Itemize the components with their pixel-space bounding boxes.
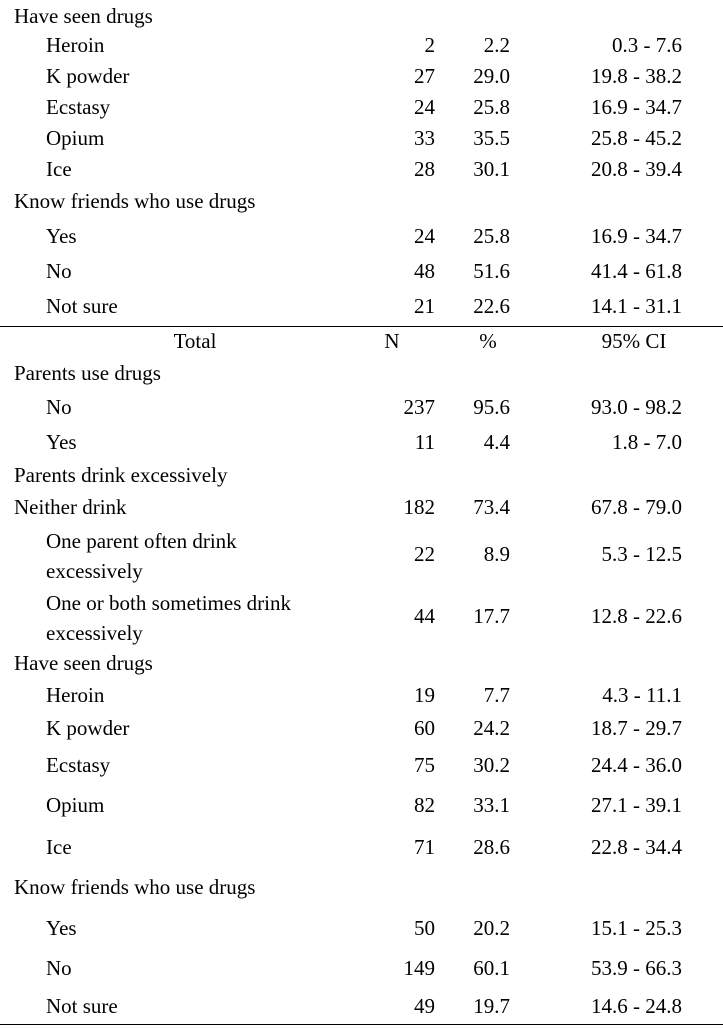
percent-value: 2.2 [483,33,510,57]
percent-value: 33.1 [473,793,510,817]
row-label: Yes [46,430,77,454]
n-value: 71 [414,835,435,859]
n-value: 27 [414,64,435,88]
percent-value: 20.2 [473,916,510,940]
ci-column-header: 95% CI [601,329,667,353]
n-value: 50 [414,916,435,940]
n-value: 82 [414,793,435,817]
percent-value: 8.9 [483,542,510,566]
ci-value: 15.1 - 25.3 [591,916,682,940]
ci-value: 24.4 - 36.0 [591,753,682,777]
ci-value: 19.8 - 38.2 [591,64,682,88]
group-label: Have seen drugs [14,4,153,28]
percent-value: 35.5 [473,126,510,150]
percent-value: 4.4 [483,430,510,454]
row-label: Ice [46,835,72,859]
row-label: No [46,956,72,980]
n-value: 182 [403,495,435,519]
ci-value: 14.6 - 24.8 [591,994,682,1018]
row-label: Ice [46,157,72,181]
group-label: Parents drink excessively [14,463,228,487]
n-value: 44 [414,604,435,628]
percent-value: 25.8 [473,224,510,248]
ci-value: 22.8 - 34.4 [591,835,682,859]
ci-value: 12.8 - 22.6 [591,604,682,628]
row-label: Not sure [46,294,118,318]
n-value: 60 [414,716,435,740]
ci-value: 27.1 - 39.1 [591,793,682,817]
total-header: Total [173,329,217,353]
row-label: Neither drink [14,495,127,519]
ci-value: 93.0 - 98.2 [591,395,682,419]
row-label: Ecstasy [46,753,111,777]
ci-value: 41.4 - 61.8 [591,259,682,283]
row-label: No [46,395,72,419]
ci-value: 67.8 - 79.0 [591,495,682,519]
row-label: K powder [46,64,130,88]
percent-value: 95.6 [473,395,510,419]
ci-value: 53.9 - 66.3 [591,956,682,980]
group-label: Know friends who use drugs [14,189,256,213]
percent-value: 29.0 [473,64,510,88]
row-label: One or both sometimes drink excessively [46,591,291,645]
n-value: 2 [424,33,435,57]
percent-value: 30.1 [473,157,510,181]
percent-value: 30.2 [473,753,510,777]
row-label: Heroin [46,683,105,707]
n-value: 24 [414,95,435,119]
group-label: Know friends who use drugs [14,875,256,899]
row-label: Not sure [46,994,118,1018]
percent-value: 22.6 [473,294,510,318]
percent-value: 60.1 [473,956,510,980]
ci-value: 4.3 - 11.1 [602,683,682,707]
section-divider [0,326,723,327]
n-value: 48 [414,259,435,283]
percent-value: 51.6 [473,259,510,283]
percent-value: 73.4 [473,495,510,519]
percent-value: 24.2 [473,716,510,740]
row-label: No [46,259,72,283]
ci-value: 1.8 - 7.0 [612,430,682,454]
row-label: Yes [46,916,77,940]
n-value: 237 [403,395,435,419]
percent-value: 25.8 [473,95,510,119]
row-label: One parent often drink excessively [46,529,237,583]
n-value: 24 [414,224,435,248]
ci-value: 14.1 - 31.1 [591,294,682,318]
row-label: Ecstasy [46,95,111,119]
n-value: 22 [414,542,435,566]
n-value: 75 [414,753,435,777]
percent-column-header: % [479,329,497,353]
row-label: Heroin [46,33,105,57]
percent-value: 19.7 [473,994,510,1018]
ci-value: 18.7 - 29.7 [591,716,682,740]
table-bottom-rule [0,1024,723,1025]
n-column-header: N [384,329,400,353]
n-value: 33 [414,126,435,150]
ci-value: 0.3 - 7.6 [612,33,682,57]
ci-value: 20.8 - 39.4 [591,157,682,181]
percent-value: 28.6 [473,835,510,859]
ci-value: 5.3 - 12.5 [601,542,682,566]
percent-value: 7.7 [483,683,510,707]
row-label: K powder [46,716,130,740]
row-label: Yes [46,224,77,248]
n-value: 19 [414,683,435,707]
ci-value: 16.9 - 34.7 [591,224,682,248]
row-label: Opium [46,126,105,150]
ci-value: 16.9 - 34.7 [591,95,682,119]
n-value: 11 [414,430,435,454]
ci-value: 25.8 - 45.2 [591,126,682,150]
n-value: 49 [414,994,435,1018]
n-value: 149 [403,956,435,980]
group-label: Parents use drugs [14,361,161,385]
n-value: 21 [414,294,435,318]
percent-value: 17.7 [473,604,510,628]
row-label: Opium [46,793,105,817]
n-value: 28 [414,157,435,181]
group-label: Have seen drugs [14,651,153,675]
